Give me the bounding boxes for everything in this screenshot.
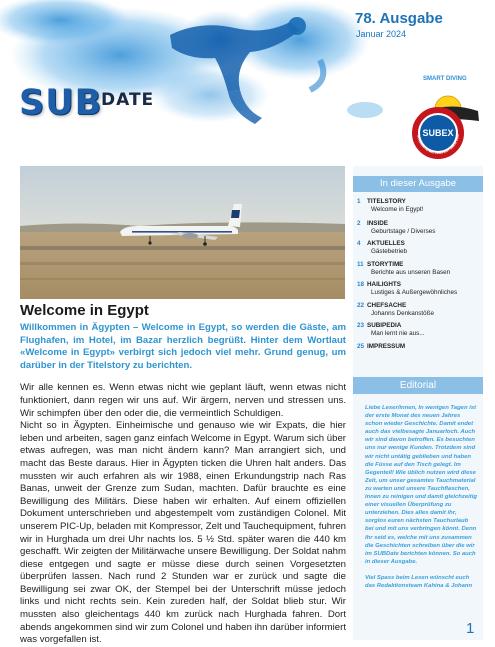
toc-page-number: 11: [357, 261, 364, 268]
toc-page-number: 2: [357, 220, 361, 227]
airplane-desert-photo: [20, 166, 345, 299]
toc-page-number: 4: [357, 240, 361, 247]
issue-date: Januar 2024: [356, 29, 407, 39]
toc-item[interactable]: [357, 220, 481, 235]
badge-top-text: SMART DIVING: [423, 76, 467, 82]
toc-page-number: 25: [357, 343, 365, 350]
editorial-closing: Viel Spass beim Lesen wünscht euch das Redaktionsteam Kahina & Johann: [365, 574, 473, 590]
toc-item[interactable]: [357, 240, 481, 255]
toc-page-number: 22: [357, 302, 365, 309]
toc-subtitle: Welcome in Egypt!: [371, 205, 424, 213]
article-lead: Willkommen in Ägypten – Welcome in Egypt, so werden die Gäste, am Flughafen, im Hotel, im Bazar herzlich begrüßt. Hinter dem Wortlaut «Welcome in Egypt» verbirgt sich jedoch viel mehr. Grund genug, um darüber in der Titelstory zu berichten.: [20, 322, 346, 371]
issue-title: 78. Ausgabe: [355, 10, 443, 27]
editorial-heading: Editorial: [353, 377, 483, 394]
toc-title: IMPRESSUM: [367, 343, 406, 350]
editorial-text: [365, 404, 477, 590]
editorial-body: Liebe Leser/innen, In wenigen Tagen ist der erste Monat des neuen Jahres schon wieder Geschichte. Damit endet auch das vielbesagte Januarloch. Auch wir sind davon betroffen. Es besuchten uns nur wenige Kunden. Trotzdem sind wir nicht untätig geblieben und haben die Füsse auf den Tisch gelegt. Im Gegenteil! Wie üblich nutzen wird diese Zeit, um unser gesamtes Tauchmaterial zu warten und unsere Tauchflaschen, innen zu reinigen und damit gleichzeitig einer visuellen Überprüfung zu unterziehen. Dies alles damit ihr, sorglos euren nächsten Tauchurlaub bei und mit uns verbringen könnt. Denn ihr seid es, welche mit uns zusammen die Geschichten schreiben über die wir im SUBDate berichten können. So auch in dieser Ausgabe.: [365, 405, 477, 565]
page-number: 1: [466, 620, 475, 637]
toc-title: HAILIGHTS: [367, 281, 401, 288]
toc-item[interactable]: [357, 302, 481, 317]
toc-subtitle: Man lernt nie aus...: [371, 329, 425, 337]
toc-title: INSIDE: [367, 220, 388, 227]
sidebar: [353, 166, 483, 640]
badge-name: SUBEX: [422, 128, 454, 138]
masthead: [0, 0, 495, 165]
toc-item[interactable]: [357, 281, 481, 296]
article-body: [20, 382, 346, 646]
toc-title: STORYTIME: [367, 261, 404, 268]
toc-title: CHEFSACHE: [367, 302, 407, 309]
article-headline: Welcome in Egypt: [20, 302, 149, 319]
main-article: [20, 302, 346, 647]
toc-item[interactable]: [357, 198, 481, 213]
toc-subtitle: Lustiges & Außergewöhnliches: [371, 288, 458, 296]
toc-subtitle: Geburtstage / Diverses: [371, 227, 436, 235]
logo-date: DATE: [101, 90, 155, 110]
toc-heading: In dieser Ausgabe: [353, 176, 483, 192]
logo-sub: SUB: [19, 83, 103, 123]
toc-item[interactable]: [357, 261, 481, 276]
toc-title: TITELSTORY: [367, 198, 406, 205]
toc-subtitle: Berichte aus unseren Basen: [371, 268, 451, 276]
toc-subtitle: Gästebetrieb: [371, 247, 408, 255]
toc-page-number: 18: [357, 281, 365, 288]
toc-item[interactable]: [357, 322, 481, 337]
toc-subtitle: Johanns Denkanstöße: [371, 309, 435, 317]
toc-title: AKTUELLES: [367, 240, 405, 247]
toc-item[interactable]: [357, 343, 481, 351]
article-paragraph: Nicht so in Ägypten. Einheimische und genauso wie wir Expats, die hier leben und arbeiten, sagen ganz einfach Welcome in Egypt. Warum sich über etwas aufregen, was man nicht ändern kann? Man arrangiert sich, und macht das Beste daraus. Hier in Ägypten ticken die Uhren halt anders. Das mussten wir auch erfahren als wir 1988, einen Erkundungstrip nach Ras Banas, unweit der Grenze zum Sudan, machten. Dafür brauchte es eine Bewilligung des Militärs. Diese haben wir erhalten. Auf einem offiziellen Dokument unterschrieben und abgestempelt vom zuständigen Colonel. Mit unserem PIC-Up, beladen mit Kompressor, Zelt und Tauchequipment, fuhren wir in Hurghada um drei Uhr nachts los. 5 ½ Std. später waren die 440 km geschafft. Wir zeigten der Militärwache unsere Bewilligung. Der Soldat nahm diese entgegen und sagte er müsse diese durch seinen Vorgesetzten überprüfen lassen. Nach rund 2 Stunden war er zurück und sagte die Bewilligung sei zwar OK, der Stempel bei der Unterschrift müsse jedoch links und nicht rechts sein. Kein zureden half, der Soldat blieb stur. Wir mussten also gleichentags 440 km zurück nach Hurghada fahren. Dort abends angekommen sind wir zum Colonel und haben ihn darüber informiert was vorgefallen ist.: [20, 420, 346, 646]
badge-ring-text: INTERNATIONAL COMPANY SINCE 1963: [416, 134, 460, 156]
toc-page-number: 23: [357, 322, 365, 329]
toc-page-number: 1: [357, 198, 361, 205]
subex-logo-badge: [393, 71, 483, 161]
toc-title: SUBIPEDIA: [367, 322, 402, 329]
article-paragraph: Wir alle kennen es. Wenn etwas nicht wie geplant läuft, wenn etwas nicht funktioniert, dann regen wir uns auf. Wir ärgern, nerven und stressen uns. Wir schimpfen über den oder die, die vermeintlich Schuldigen.: [20, 382, 346, 419]
